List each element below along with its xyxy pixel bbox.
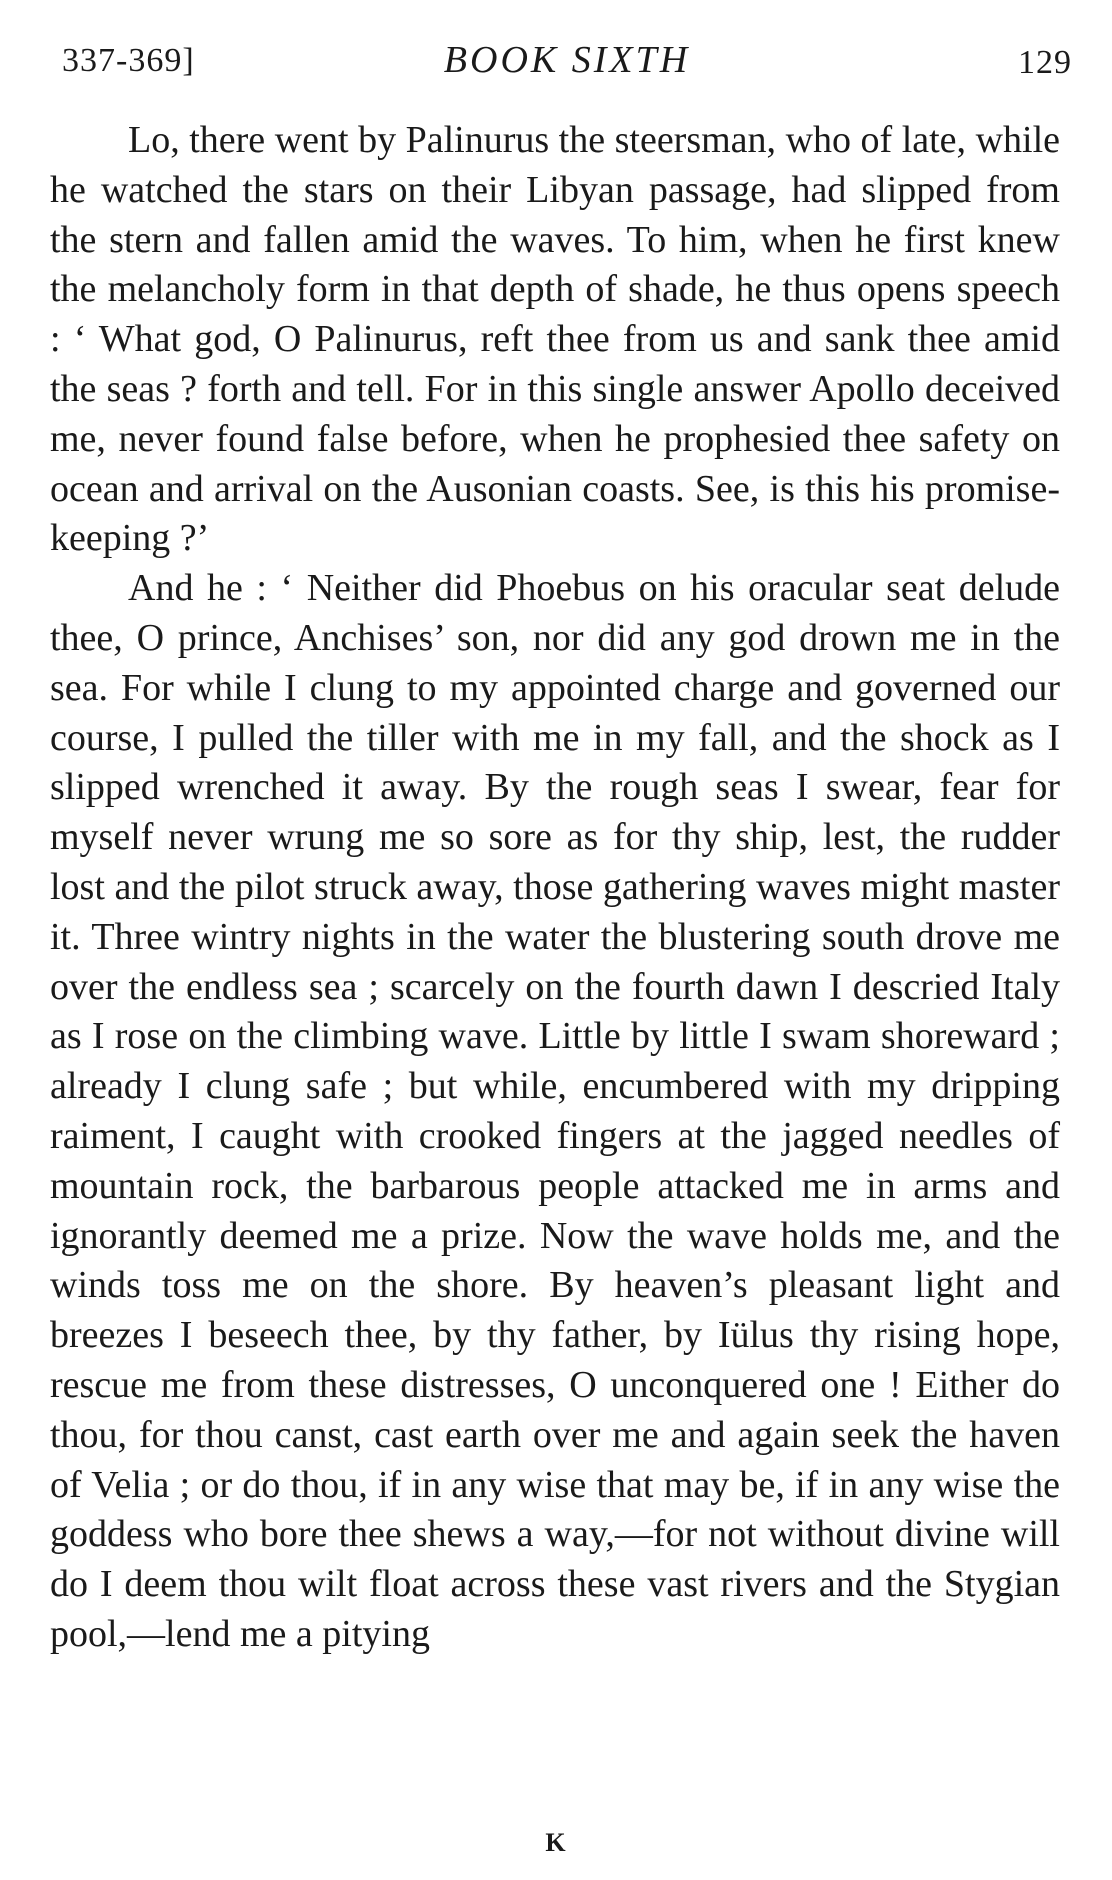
running-title: BOOK SIXTH — [443, 39, 691, 81]
body-text — [50, 116, 1060, 1660]
line-range: 337-369] — [62, 42, 195, 79]
paragraph-palinurus-question: Lo, there went by Palinurus the steersman, who of late, while he watched the stars on their Libyan passage, had slipped from the stern and fallen amid the waves. To him, when he first knew the melancholy form in that depth of shade, he thus opens speech : ‘ What god, O Palinurus, reft thee from us and sank thee amid the seas ? forth and tell. For in this single answer Apollo deceived me, never found false before, when he prophesied thee safety on ocean and arrival on the Ausonian coasts. See, is this his promise-keeping ?’ — [50, 119, 1060, 560]
running-header — [62, 36, 1072, 86]
signature-mark: K — [545, 1828, 567, 1857]
paragraph-palinurus-reply: And he : ‘ Neither did Phoebus on his oracular seat delude thee, O prince, Anchises’ son, nor did any god drown me in the sea. For while I clung to my appointed charge and governed our course, I pulled the tiller with me in my fall, and the shock as I slipped wrenched it away. By the rough seas I swear, fear for myself never wrung me so sore as for thy ship, lest, the rudder lost and the pilot struck away, those gathering waves might master it. Three wintry nights in the water the blustering south drove me over the endless sea ; scarcely on the fourth dawn I descried Italy as I rose on the climbing wave. Little by little I swam shoreward ; already I clung safe ; but while, encumbered with my dripping raiment, I caught with crooked fingers at the jagged needles of mountain rock, the barbarous people attacked me in arms and ignorantly deemed me a prize. Now the wave holds me, and the winds toss me on the shore. By heaven’s pleasant light and breezes I beseech thee, by thy father, by Iülus thy rising hope, rescue me from these distresses, O unconquered one ! Either do thou, for thou canst, cast earth over me and again seek the haven of Velia ; or do thou, if in any wise that may be, if in any wise the goddess who bore thee shews a way,—for not without divine will do I deem thou wilt float across these vast rivers and the Stygian pool,—lend me a pitying — [50, 567, 1060, 1655]
page-number: 129 — [1018, 44, 1072, 81]
